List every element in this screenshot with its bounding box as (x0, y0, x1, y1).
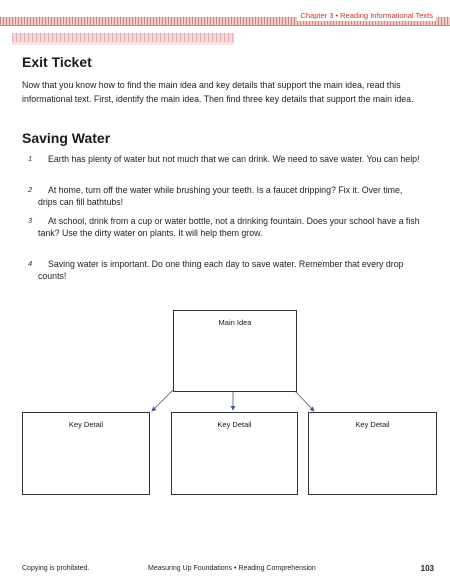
book-title: Measuring Up Foundations • Reading Comprehension (148, 565, 316, 572)
header-rule (0, 25, 450, 26)
main-idea-box[interactable] (173, 310, 297, 392)
paragraph (22, 215, 422, 239)
arrow-to-key-detail-1 (152, 390, 173, 411)
exit-ticket-banner-underline (12, 42, 234, 45)
key-detail-box-2[interactable] (171, 412, 298, 495)
paragraph (22, 184, 422, 208)
key-detail-label: Key Detail (355, 420, 390, 429)
main-idea-label: Main Idea (218, 318, 252, 327)
key-detail-label: Key Detail (68, 420, 104, 429)
key-detail-label: Key Detail (217, 420, 252, 429)
exit-ticket-banner-stripe (12, 33, 234, 42)
paragraph (22, 258, 422, 282)
paragraph-number: 3 (28, 216, 33, 225)
chapter-label: Chapter 3 • Reading Informational Texts (297, 11, 436, 21)
paragraph-text: Earth has plenty of water but not much that we can drink. We need to save water. You can help! (48, 154, 420, 164)
paragraph-number: 2 (28, 185, 33, 194)
arrow-to-key-detail-3 (294, 390, 314, 411)
paragraph-number: 4 (28, 259, 33, 268)
paragraph-text: At home, turn off the water while brushing your teeth. Is a faucet dripping? Fix it. Over time, drips can fill bathtubs! (38, 185, 403, 207)
page-number: 103 (420, 564, 434, 573)
key-detail-box-1[interactable] (22, 412, 150, 495)
paragraph-text: Saving water is important. Do one thing each day to save water. Remember that every drop counts! (38, 259, 404, 281)
copyright-notice: Copying is prohibited. (22, 565, 90, 572)
paragraph-text: At school, drink from a cup or water bottle, not a drinking fountain. Does your school have a fish tank? Use the dirty water on plants. It will help them grow. (38, 216, 420, 238)
paragraph-number: 1 (28, 154, 33, 163)
key-detail-box-3[interactable] (308, 412, 437, 495)
instructions-text: Now that you know how to find the main idea and key details that support the main idea, read this informational text. First, identify the main idea. Then find three key details that support the main idea. (22, 80, 414, 104)
passage-title: Saving Water (22, 130, 111, 146)
exit-ticket-title: Exit Ticket (22, 54, 92, 70)
paragraph (22, 153, 422, 165)
